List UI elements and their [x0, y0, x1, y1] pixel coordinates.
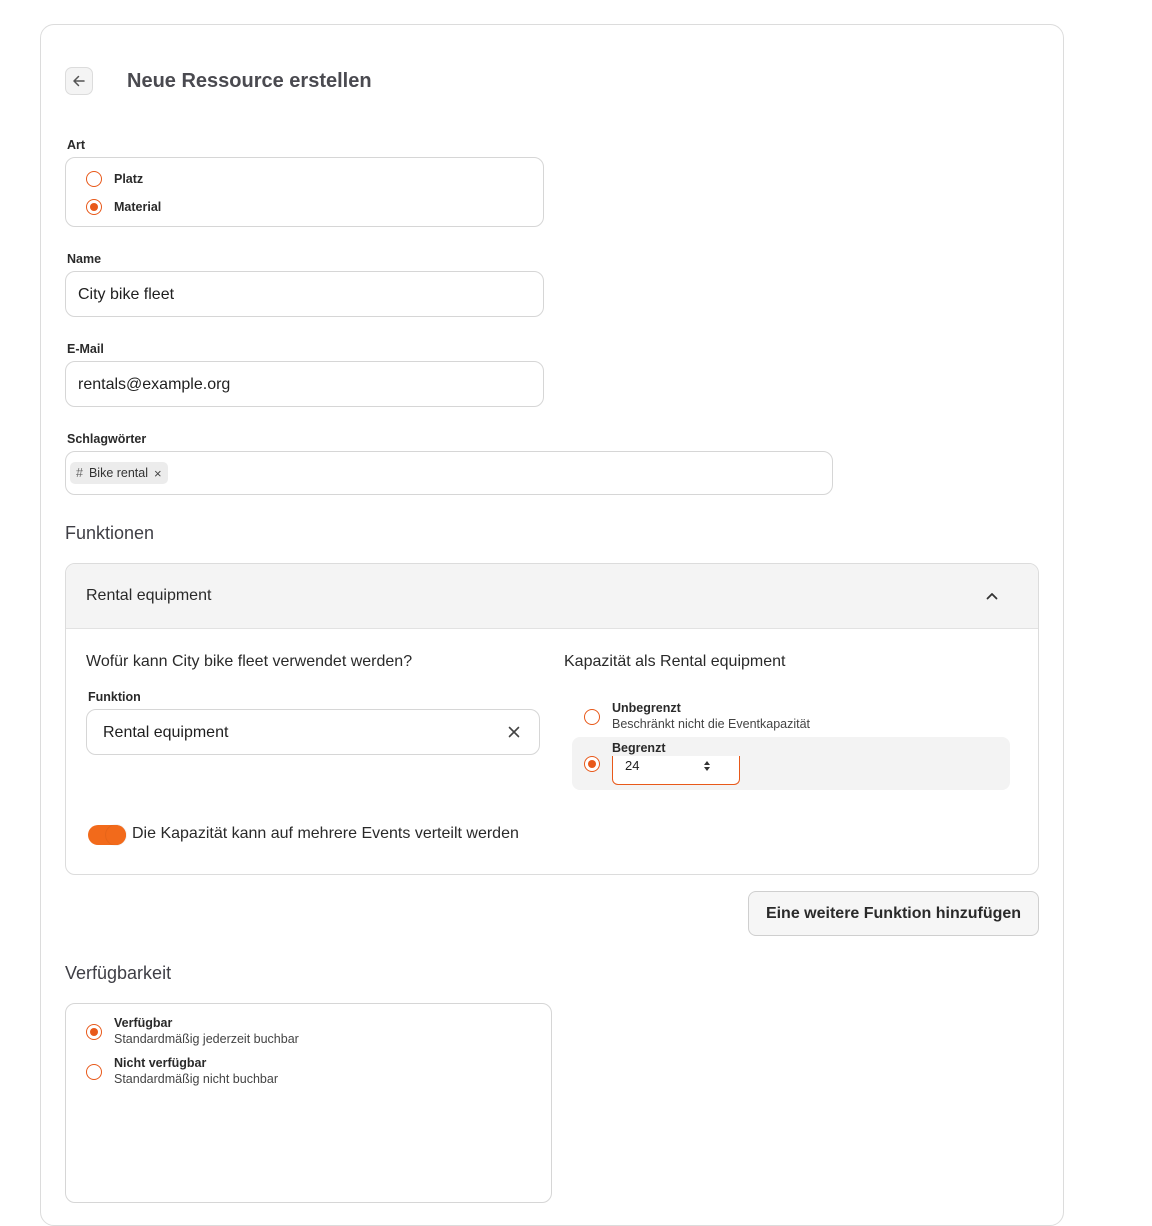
radio-unlimited[interactable] — [584, 709, 600, 725]
hash-icon: # — [76, 466, 83, 480]
type-label: Art — [67, 138, 86, 152]
tags-input[interactable] — [65, 451, 833, 495]
function-panel-header[interactable] — [66, 564, 1038, 629]
page-title: Neue Ressource erstellen — [127, 70, 372, 92]
function-panel — [65, 563, 1039, 875]
function-question: Wofür kann City bike fleet verwendet werden? — [86, 653, 413, 670]
unlimited-desc: Beschränkt nicht die Eventkapazität — [612, 717, 811, 731]
type-option-material[interactable] — [86, 199, 161, 215]
functions-heading: Funktionen — [65, 523, 155, 543]
limited-label: Begrenzt — [612, 741, 666, 755]
email-field[interactable] — [65, 361, 544, 407]
tag-chip — [70, 462, 168, 484]
toggle-label: Die Kapazität kann auf mehrere Events verteilt werden — [132, 825, 519, 842]
radio-material[interactable] — [86, 199, 102, 215]
name-field[interactable] — [65, 271, 544, 317]
type-option-platz[interactable] — [86, 171, 143, 187]
available-label: Verfügbar — [114, 1016, 173, 1030]
function-field-label: Funktion — [88, 690, 141, 704]
radio-limited[interactable] — [584, 756, 600, 772]
chevron-up-icon[interactable] — [984, 588, 1000, 604]
capacity-number-input[interactable] — [612, 756, 740, 785]
unlimited-label: Unbegrenzt — [612, 701, 681, 715]
form-card — [40, 24, 1064, 1226]
radio-unavailable[interactable] — [86, 1064, 102, 1080]
radio-available[interactable] — [86, 1024, 102, 1040]
type-option-label: Platz — [114, 172, 144, 186]
availability-heading: Verfügbarkeit — [65, 963, 172, 983]
email-label: E-Mail — [67, 342, 104, 356]
function-select[interactable] — [86, 709, 540, 755]
radio-platz[interactable] — [86, 171, 102, 187]
type-radio-group — [65, 157, 544, 227]
capacity-heading: Kapazität als Rental equipment — [564, 653, 786, 670]
tags-label: Schlagwörter — [67, 432, 147, 446]
capacity-option-limited[interactable] — [572, 737, 1010, 790]
available-desc: Standardmäßig jederzeit buchbar — [114, 1032, 299, 1046]
name-label: Name — [67, 252, 102, 266]
back-button[interactable] — [65, 67, 93, 95]
capacity-value: 24 — [625, 758, 640, 773]
unavailable-desc: Standardmäßig nicht buchbar — [114, 1072, 278, 1086]
stepper-icon[interactable] — [701, 759, 713, 773]
unavailable-label: Nicht verfügbar — [114, 1056, 207, 1070]
availability-radio-group — [65, 1003, 552, 1203]
email-value: rentals@example.org — [78, 376, 231, 393]
distribute-capacity-toggle[interactable] — [88, 825, 126, 845]
function-select-value: Rental equipment — [103, 724, 229, 741]
type-option-label: Material — [114, 200, 162, 214]
tag-text: Bike rental — [88, 466, 149, 480]
tag-remove-icon[interactable]: × — [154, 465, 162, 481]
function-panel-title: Rental equipment — [86, 587, 212, 604]
close-icon[interactable] — [506, 724, 522, 740]
add-function-button[interactable]: Eine weitere Funktion hinzufügen — [748, 891, 1039, 936]
name-value: City bike fleet — [78, 286, 175, 303]
arrow-left-icon — [71, 73, 87, 89]
